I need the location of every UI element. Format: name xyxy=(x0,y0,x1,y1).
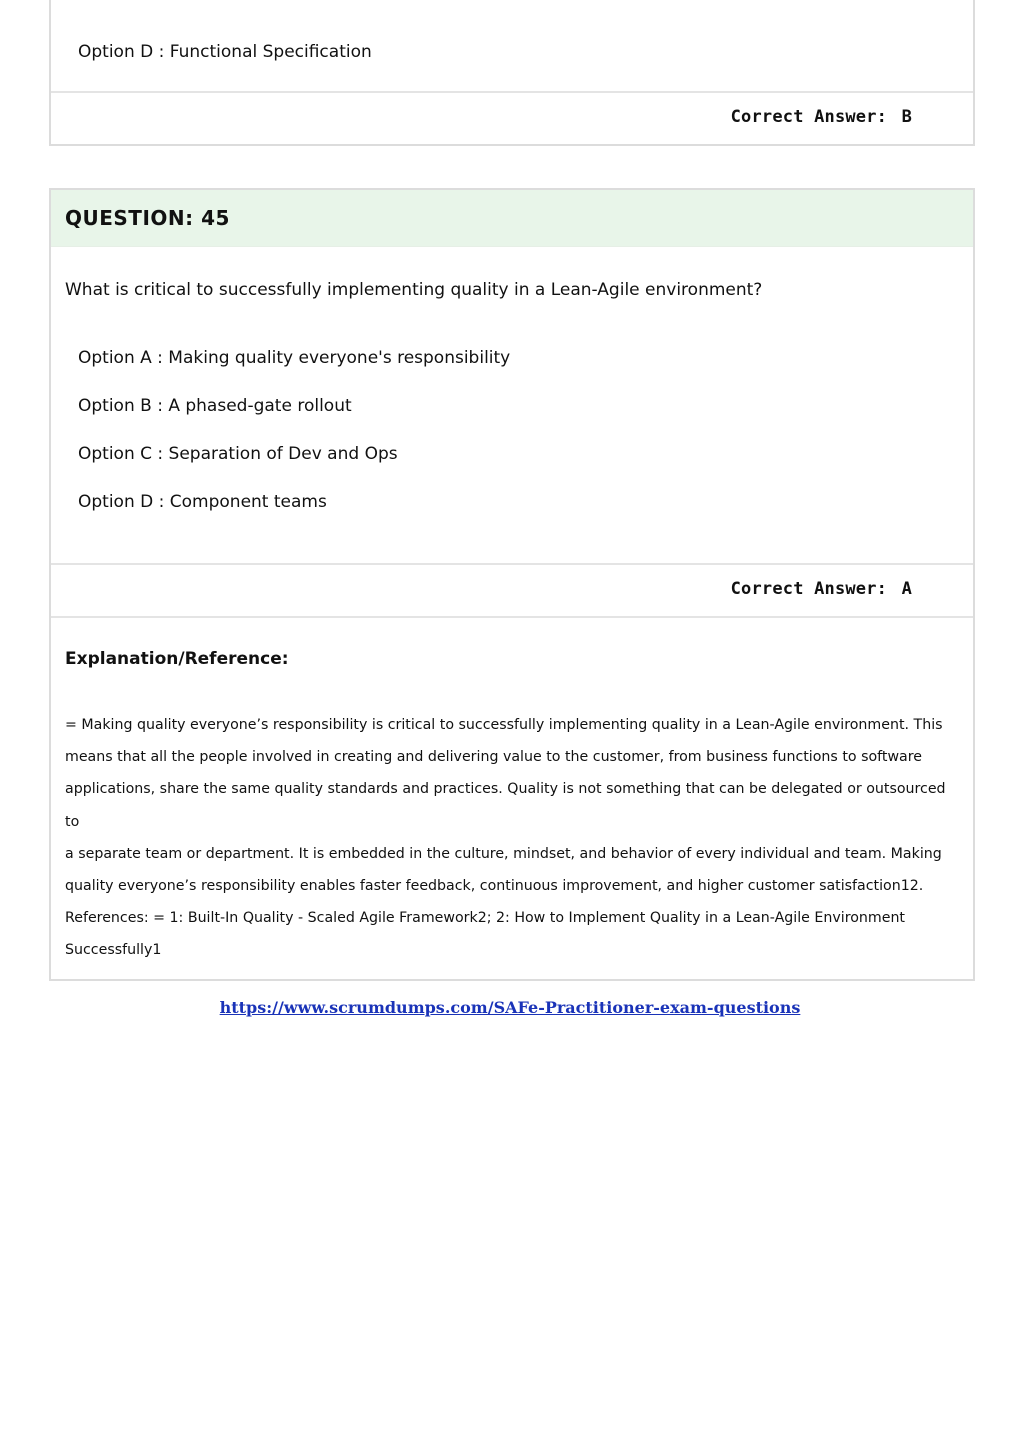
explanation-body xyxy=(65,709,955,967)
explanation-line: References: = 1: Built-In Quality - Scaled Agile Framework2; 2: How to Implement Quality in a Lean-Agile Environment xyxy=(65,910,905,927)
explanation-line: Successfully1 xyxy=(65,942,162,959)
explanation-line: means that all the people involved in creating and delivering value to the customer, from business functions to software xyxy=(65,749,922,766)
correct-answer-value: B xyxy=(901,107,912,127)
previous-question-card xyxy=(49,0,975,146)
explanation-line: quality everyone’s responsibility enables faster feedback, continuous improvement, and higher customer satisfaction12. xyxy=(65,878,924,895)
question-text: What is critical to successfully implementing quality in a Lean-Agile environment? xyxy=(65,280,763,300)
question-header xyxy=(51,190,973,247)
option-a: Option A : Making quality everyone's responsibility xyxy=(78,348,511,368)
option-d: Option D : Functional Specification xyxy=(78,42,372,62)
question-card xyxy=(49,188,975,981)
option-d: Option D : Component teams xyxy=(78,492,327,512)
explanation-line: a separate team or department. It is embedded in the culture, mindset, and behavior of every individual and team. Making xyxy=(65,845,942,862)
correct-answer-row xyxy=(51,91,973,144)
option-b: Option B : A phased-gate rollout xyxy=(78,396,352,416)
correct-answer-row xyxy=(51,563,973,618)
option-c: Option C : Separation of Dev and Ops xyxy=(78,444,398,464)
footer-link[interactable]: https://www.scrumdumps.com/SAFe-Practitioner-exam-questions xyxy=(219,998,801,1017)
question-title: QUESTION: 45 xyxy=(65,206,230,230)
explanation-line: applications, share the same quality standards and practices. Quality is not something that can be delegated or outsourced to xyxy=(65,781,946,830)
explanation-title: Explanation/Reference: xyxy=(65,649,289,669)
correct-answer-value: A xyxy=(901,579,912,599)
correct-answer-label: Correct Answer: xyxy=(730,107,888,127)
explanation-line: = Making quality everyone’s responsibility is critical to successfully implementing quality in a Lean-Agile environment. This xyxy=(65,717,943,733)
footer xyxy=(0,998,1020,1017)
correct-answer xyxy=(731,579,912,599)
correct-answer-label: Correct Answer: xyxy=(730,579,888,599)
correct-answer xyxy=(731,107,912,127)
